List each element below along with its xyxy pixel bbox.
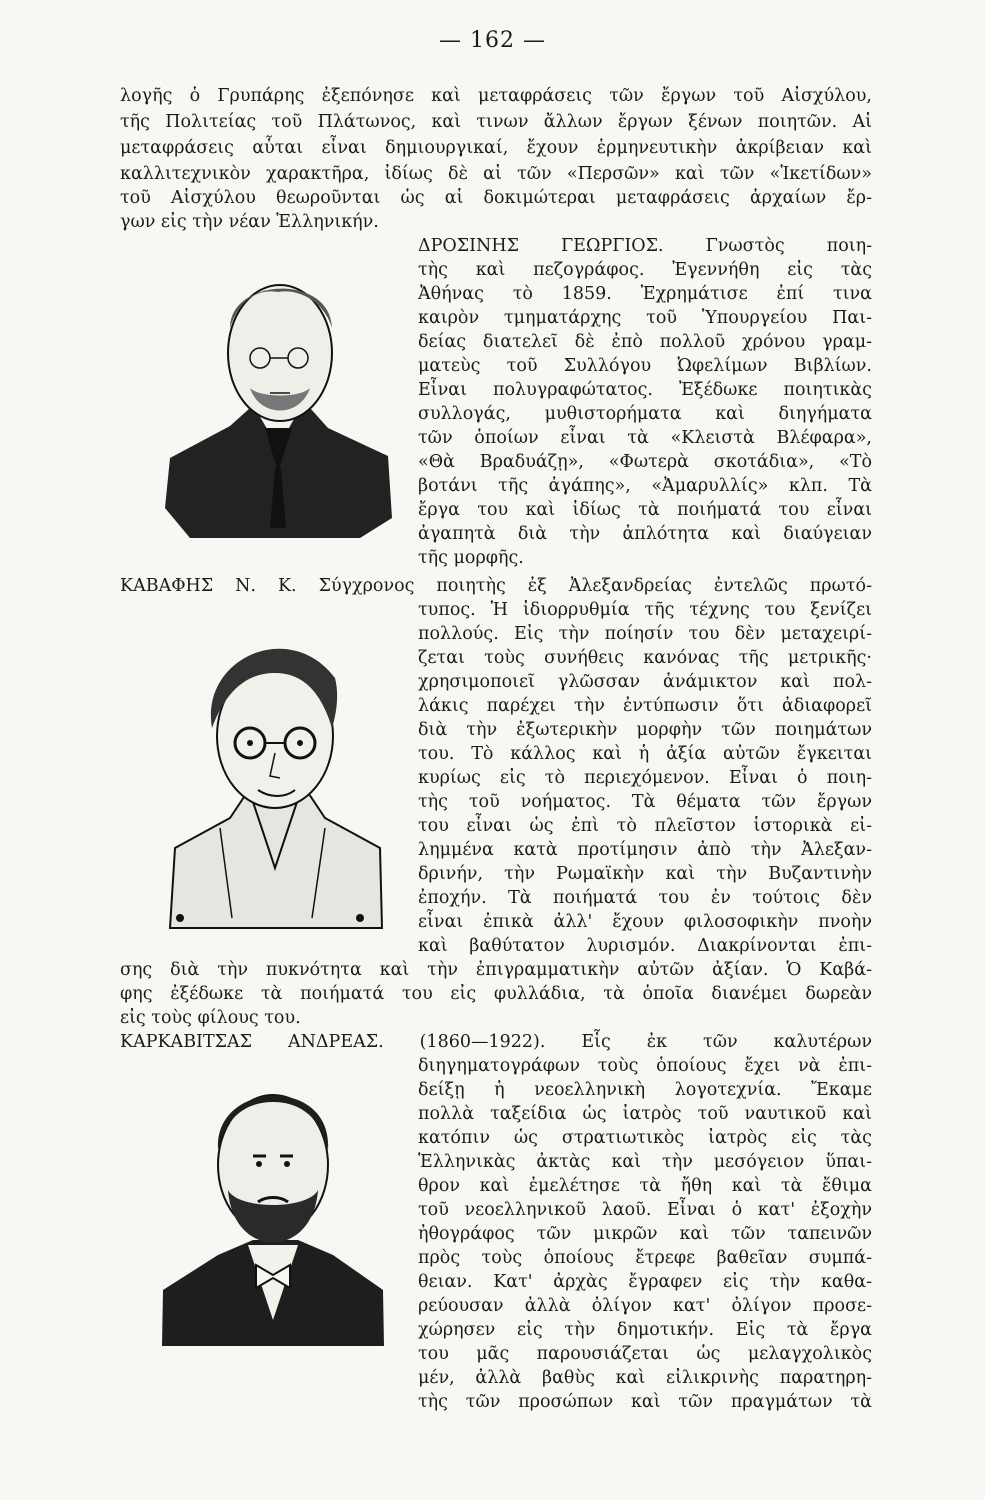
kavafis-line: διὰ τὴν ἐξωτερικὴν μορφὴν τῶν ποιημάτων: [418, 720, 872, 740]
intro-line: λογῆς ὁ Γρυπάρης ἐξεπόνησε καὶ μεταφράσεις τῶν ἔργων τοῦ Αἰσχύλου,: [120, 86, 872, 106]
karkavitsas-line: ἠθογράφος τῶν μικρῶν καὶ τῶν ταπεινῶν: [418, 1224, 872, 1244]
drosinis-line: τῆς μορφῆς.: [418, 548, 524, 568]
karkavitsas-line: πρὸς τοὺς ὁποίους ἔτρεφε βαθεῖαν συμπά-: [418, 1248, 872, 1268]
karkavitsas-portrait: [158, 1060, 388, 1346]
karkavitsas-line: κατόπιν ὡς στρατιωτικὸς ἰατρὸς εἰς τὰς: [418, 1128, 872, 1148]
karkavitsas-line: μέν, ἀλλὰ βαθὺς καὶ εἰλικρινὴς παρατηρη-: [418, 1368, 872, 1388]
kavafis-line: του. Τὸ κάλλος καὶ ἡ ἀξία αὐτῶν ἔγκειται: [418, 744, 872, 764]
karkavitsas-line: του μᾶς παρουσιάζεται ὡς μελαγχολικὸς: [418, 1344, 872, 1364]
karkavitsas-line: τὴς τῶν προσώπων καὶ τῶν πραγμάτων τὰ: [418, 1392, 872, 1412]
kavafis-line: ζεται τοὺς συνήθεις κανόνας τῆς μετρικῆς·: [418, 648, 872, 668]
intro-line: τοῦ Αἰσχύλου θεωροῦνται ὡς αἱ δοκιμώτεραι μεταφράσεις ἀρχαίων ἔρ-: [120, 188, 872, 208]
karkavitsas-line: πολλὰ ταξείδια ὡς ἰατρὸς τοῦ ναυτικοῦ καὶ: [418, 1104, 872, 1124]
drosinis-line: ματεὺς τοῦ Συλλόγου Ὠφελίμων Βιβλίων.: [418, 356, 872, 376]
karkavitsas-heading-line: ΚΑΡΚΑΒΙΤΣΑΣ ΑΝΔΡΕΑΣ. (1860—1922). Εἷς ἐκ τῶν καλυτέρων: [120, 1032, 872, 1052]
kavafis-line: τυπος. Ἡ ἰδιορρυθμία τῆς τέχνης του ξενίζει: [418, 600, 872, 620]
kavafis-line: κυρίως εἰς τὸ περιεχόμενον. Εἶναι ὁ ποιη-: [418, 768, 872, 788]
drosinis-line: Εἶναι πολυγραφώτατος. Ἐξέδωκε ποιητικὰς: [418, 380, 872, 400]
drosinis-line: τῶν ὁποίων εἶναι τὰ «Κλειστὰ Βλέφαρα»,: [418, 428, 872, 448]
kavafis-line: χρησιμοποιεῖ γλῶσσαν ἀνάμικτον καὶ πολ-: [418, 672, 872, 692]
intro-line: καλλιτεχνικὸν χαρακτῆρα, ἰδίως δὲ αἱ τῶν «Περσῶν» καὶ τῶν «Ἱκετίδων»: [120, 164, 872, 184]
drosinis-line: δείας διατελεῖ δὲ ἐπὸ πολλοῦ χρόνου γραμ-: [418, 332, 872, 352]
drosinis-line: «Θὰ Βραδυάζῃ», «Φωτερὰ σκοτάδια», «Τὸ: [418, 452, 872, 472]
karkavitsas-line: διηγηματογράφων τοὺς ὁποίους ἔχει νὰ ἐπι-: [418, 1056, 872, 1076]
drosinis-line: τὴς καὶ πεζογράφος. Ἐγεννήθη εἰς τὰς: [418, 260, 872, 280]
kavafis-line: τὴς τοῦ νοήματος. Τὰ θέματα τῶν ἔργων: [418, 792, 872, 812]
kavafis-line: λάκις παρέχει τὴν ἐντύπωσιν ὅτι ἀδιαφορεῖ: [418, 696, 872, 716]
page-number: — 162 —: [439, 28, 546, 53]
kavafis-tail-line: εἰς τοὺς φίλους του.: [120, 1008, 301, 1028]
drosinis-portrait: [160, 258, 395, 548]
intro-line: γων εἰς τὴν νέαν Ἑλληνικήν.: [120, 212, 379, 232]
kavafis-tail-line: φης ἐξέδωκε τὰ ποιήματά του εἰς φυλλάδια, τὰ ὁποῖα διανέμει δωρεὰν: [120, 984, 872, 1004]
karkavitsas-line: Ἑλληνικὰς ἀκτὰς καὶ τὴν μεσόγειον ὕπαι-: [418, 1152, 872, 1172]
drosinis-line: συλλογάς, μυθιστορήματα καὶ διηγήματα: [418, 404, 872, 424]
kavafis-tail-line: σης διὰ τὴν πυκνότητα καὶ τὴν ἐπιγραμματικὴν αὐτῶν ἀξίαν. Ὁ Καβά-: [120, 960, 872, 980]
drosinis-line: Ἀθήνας τὸ 1859. Ἐχρημάτισε ἐπί τινα: [418, 284, 872, 304]
kavafis-line: εἶναι ἐπικὰ ἀλλ' ἔχουν φιλοσοφικὴν πνοὴν: [418, 912, 872, 932]
kavafis-line: πολλούς. Εἰς τὴν ποίησίν του δὲν μεταχειρί-: [418, 624, 872, 644]
karkavitsas-line: δείξῃ ἡ νεοελληνικὴ λογοτεχνία. Ἔκαμε: [418, 1080, 872, 1100]
karkavitsas-line: ρεύουσαν ἀλλὰ ὀλίγον κατ' ὀλίγον προσε-: [418, 1296, 872, 1316]
kavafis-line: ἐποχήν. Τὰ ποιήματά του ἐν τούτοις δὲν: [418, 888, 872, 908]
kavafis-line: δρινήν, τὴν Ρωμαϊκὴν καὶ τὴν Βυζαντινὴν: [418, 864, 872, 884]
karkavitsas-line: θειαν. Κατ' ἀρχὰς ἔγραφεν εἰς τὴν καθα-: [418, 1272, 872, 1292]
drosinis-line: ἀγαπητὰ διὰ τὴν ἁπλότητα καὶ διαύγειαν: [418, 524, 872, 544]
drosinis-line: ἔργα του καὶ ἰδίως τὰ ποιήματά του εἶναι: [418, 500, 872, 520]
kavafis-line: καὶ βαθύτατον λυρισμόν. Διακρίνονται ἐπι-: [418, 936, 872, 956]
kavafis-portrait: [160, 618, 390, 938]
karkavitsas-line: τοῦ νεοελληνικοῦ λαοῦ. Εἶναι ὁ κατ' ἐξοχὴν: [418, 1200, 872, 1220]
karkavitsas-line: χώρησεν εἰς τὴν δημοτικήν. Εἰς τὰ ἔργα: [418, 1320, 872, 1340]
drosinis-line: βοτάνι τῆς ἀγάπης», «Ἀμαρυλλίς» κλπ. Τὰ: [418, 476, 872, 496]
kavafis-line: λημμένα κατὰ προτίμησιν ἀπὸ τὴν Ἀλεξαν-: [418, 840, 872, 860]
kavafis-heading-line: ΚΑΒΑΦΗΣ Ν. Κ. Σύγχρονος ποιητὴς ἐξ Ἀλεξανδρείας ἐντελῶς πρωτό-: [120, 576, 872, 596]
intro-line: τῆς Πολιτείας τοῦ Πλάτωνος, καὶ τινων ἄλλων ἔργων ξένων ποιητῶν. Αἱ: [120, 112, 872, 132]
intro-line: μεταφράσεις αὗται εἶναι δημιουργικαί, ἔχουν ἑρμηνευτικὴν ἀκρίβειαν καὶ: [120, 138, 872, 158]
drosinis-line: ΔΡΟΣΙΝΗΣ ΓΕΩΡΓΙΟΣ. Γνωστὸς ποιη-: [418, 236, 872, 256]
karkavitsas-line: θρον καὶ ἐμελέτησε τὰ ἤθη καὶ τὰ ἔθιμα: [418, 1176, 872, 1196]
drosinis-line: καιρὸν τμηματάρχης τοῦ Ὑπουργείου Παι-: [418, 308, 872, 328]
kavafis-line: του εἶναι ὡς ἐπὶ τὸ πλεῖστον ἱστορικὰ εἰ-: [418, 816, 872, 836]
